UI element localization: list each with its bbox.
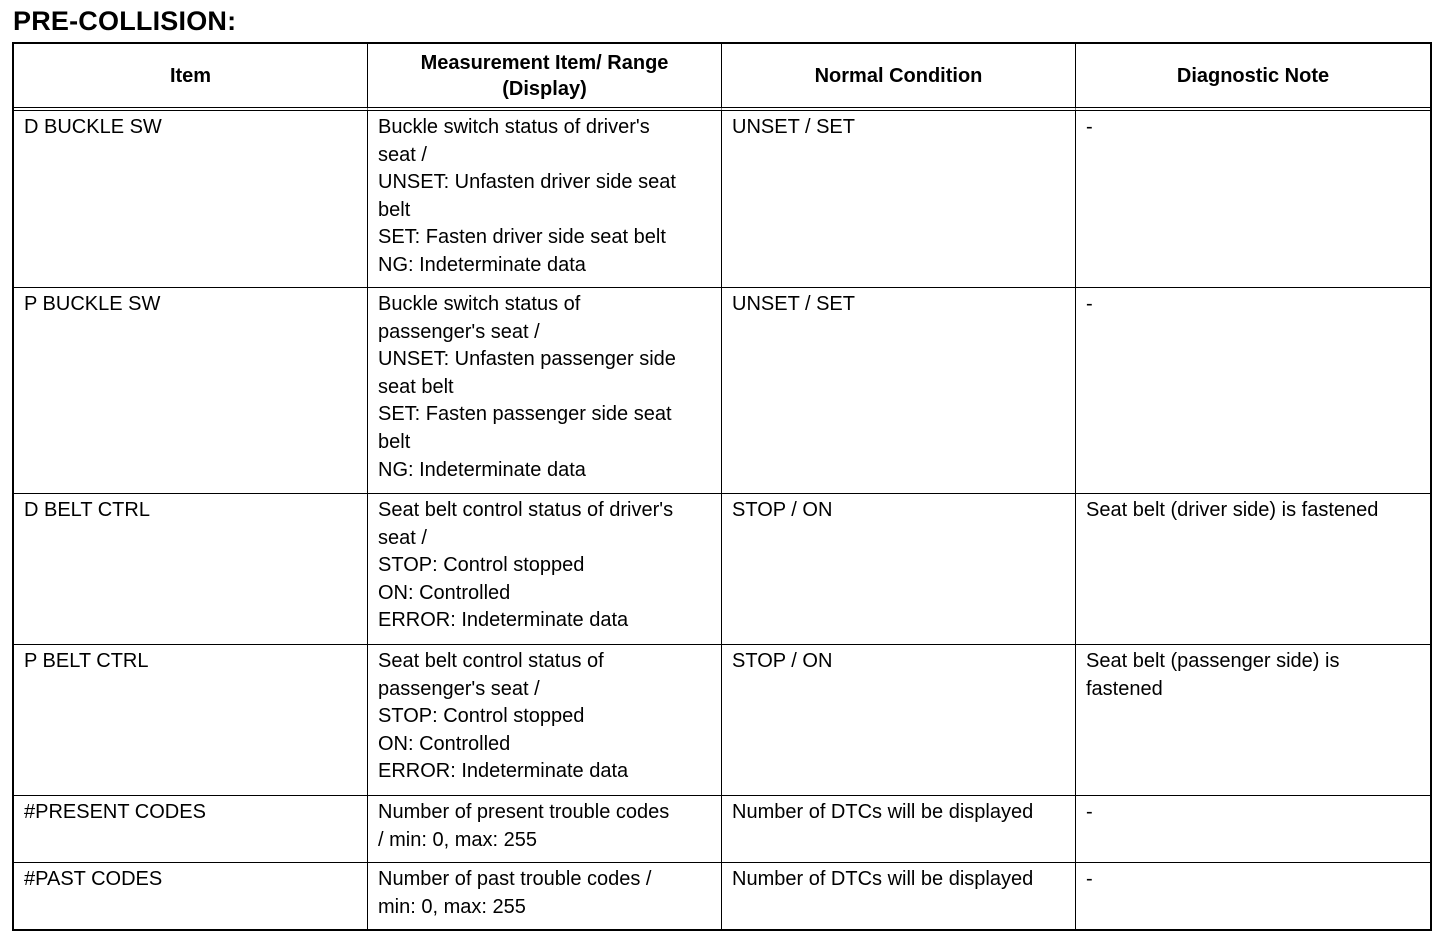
normal-condition-cell: UNSET / SET xyxy=(722,288,1076,494)
measurement-line: STOP: Control stopped xyxy=(378,705,585,728)
normal-condition-cell: STOP / ON xyxy=(722,645,1076,796)
diagnostic-data-table xyxy=(12,42,1432,931)
measurement-line: SET: Fasten driver side seat belt xyxy=(378,226,666,249)
measurement-cell xyxy=(368,863,722,929)
table-row xyxy=(14,288,1430,494)
measurement-line: NG: Indeterminate data xyxy=(378,253,586,276)
header-measurement-line-2: (Display) xyxy=(502,77,587,100)
measurement-cell xyxy=(368,796,722,863)
measurement-line: seat / xyxy=(378,526,427,549)
diagnostic-note-cell: - xyxy=(1076,111,1430,288)
measurement-line: seat belt xyxy=(378,375,454,398)
table-row xyxy=(14,494,1430,645)
page-title: PRE-COLLISION: xyxy=(13,6,237,36)
measurement-line: UNSET: Unfasten driver side seat xyxy=(378,171,676,194)
table-row xyxy=(14,111,1430,288)
item-cell: D BELT CTRL xyxy=(14,494,368,645)
measurement-line: ON: Controlled xyxy=(378,732,511,755)
item-cell: D BUCKLE SW xyxy=(14,111,368,288)
measurement-cell xyxy=(368,111,722,288)
item-cell: P BUCKLE SW xyxy=(14,288,368,494)
measurement-line: passenger's seat / xyxy=(378,320,540,343)
diagnostic-note-cell: - xyxy=(1076,796,1430,863)
table-header xyxy=(14,44,1430,111)
measurement-line: Seat belt control status of driver's xyxy=(378,499,674,521)
header-item: Item xyxy=(14,44,368,111)
header-normal-condition: Normal Condition xyxy=(722,44,1076,111)
item-cell: P BELT CTRL xyxy=(14,645,368,796)
measurement-line: SET: Fasten passenger side seat xyxy=(378,403,672,426)
measurement-line: UNSET: Unfasten passenger side xyxy=(378,348,676,371)
measurement-cell xyxy=(368,494,722,645)
measurement-line: ON: Controlled xyxy=(378,581,511,604)
header-row xyxy=(14,44,1430,111)
normal-condition-cell: Number of DTCs will be displayed xyxy=(722,796,1076,863)
measurement-line: NG: Indeterminate data xyxy=(378,458,586,481)
measurement-line: seat / xyxy=(378,143,427,166)
measurement-line: Seat belt control status of xyxy=(378,650,604,672)
measurement-line: min: 0, max: 255 xyxy=(378,895,526,918)
measurement-line: passenger's seat / xyxy=(378,677,540,700)
diagnostic-note-cell: Seat belt (passenger side) is fastened xyxy=(1076,645,1430,796)
normal-condition-cell: UNSET / SET xyxy=(722,111,1076,288)
measurement-line: Number of present trouble codes xyxy=(378,801,670,823)
header-measurement-line-1: Measurement Item/ Range xyxy=(420,51,669,74)
table-row xyxy=(14,863,1430,929)
measurement-line: Buckle switch status of driver's xyxy=(378,116,650,138)
measurement-cell xyxy=(368,288,722,494)
header-measurement xyxy=(368,44,722,111)
measurement-line: belt xyxy=(378,198,411,221)
table-body xyxy=(14,111,1430,929)
measurement-line: Number of past trouble codes / xyxy=(378,868,652,890)
measurement-line: ERROR: Indeterminate data xyxy=(378,609,629,632)
item-cell: #PRESENT CODES xyxy=(14,796,368,863)
table-row xyxy=(14,796,1430,863)
item-cell: #PAST CODES xyxy=(14,863,368,929)
table-row xyxy=(14,645,1430,796)
measurement-line: ERROR: Indeterminate data xyxy=(378,760,629,783)
measurement-line: Buckle switch status of xyxy=(378,293,581,315)
diagnostic-note-cell: - xyxy=(1086,868,1093,890)
measurement-line: belt xyxy=(378,430,411,453)
diagnostic-note-cell: - xyxy=(1076,288,1430,494)
measurement-line: STOP: Control stopped xyxy=(378,554,585,577)
normal-condition-cell: STOP / ON xyxy=(722,494,1076,645)
measurement-line: / min: 0, max: 255 xyxy=(378,828,537,851)
normal-condition-cell: Number of DTCs will be displayed xyxy=(722,863,1076,929)
measurement-cell xyxy=(368,645,722,796)
diagnostic-note-cell: Seat belt (driver side) is fastened xyxy=(1076,494,1430,645)
header-diagnostic-note: Diagnostic Note xyxy=(1076,44,1430,111)
